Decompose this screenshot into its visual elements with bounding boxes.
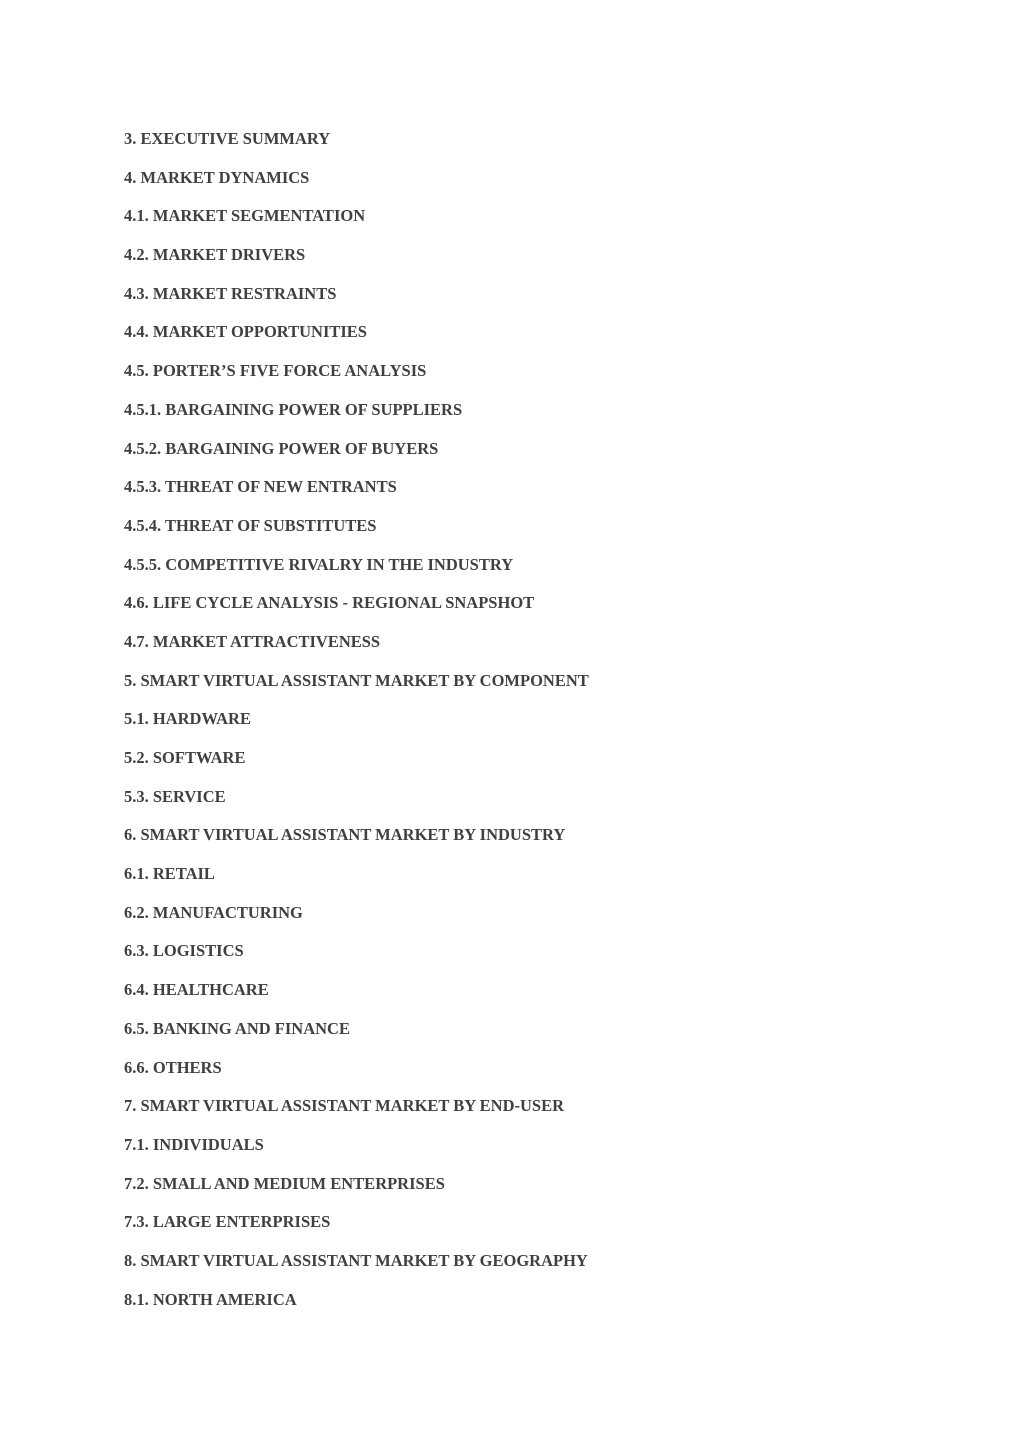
toc-entry: 4.7. MARKET ATTRACTIVENESS (124, 631, 381, 651)
toc-entry: 8. SMART VIRTUAL ASSISTANT MARKET BY GEOGRAPHY (124, 1250, 588, 1270)
toc-entry: 5.2. SOFTWARE (124, 748, 246, 767)
toc-entry: 7.3. LARGE ENTERPRISES (124, 1212, 331, 1232)
toc-entry: 4.5.2. BARGAINING POWER OF BUYERS (124, 438, 439, 458)
toc-entry: 7. SMART VIRTUAL ASSISTANT MARKET BY END-USER (124, 1096, 565, 1116)
toc-entry: 4.5.5. COMPETITIVE RIVALRY IN THE INDUSTRY (124, 554, 514, 574)
toc-entry: 4. MARKET DYNAMICS (124, 167, 310, 187)
toc-entry: 6.5. BANKING AND FINANCE (124, 1018, 350, 1038)
toc-entry: 6. SMART VIRTUAL ASSISTANT MARKET BY INDUSTRY (124, 825, 566, 845)
toc-entry: 4.5.4. THREAT OF SUBSTITUTES (124, 515, 377, 535)
toc-entry: 5. SMART VIRTUAL ASSISTANT MARKET BY COMPONENT (124, 670, 589, 690)
toc-entry: 8.1. NORTH AMERICA (124, 1289, 297, 1309)
toc-entry: 6.2. MANUFACTURING (124, 902, 303, 922)
toc-entry: 4.5. PORTER’S FIVE FORCE ANALYSIS (124, 361, 427, 381)
toc-entry: 4.2. MARKET DRIVERS (124, 245, 306, 265)
toc-entry: 7.1. INDIVIDUALS (124, 1134, 264, 1154)
toc-entry: 4.5.3. THREAT OF NEW ENTRANTS (124, 477, 397, 497)
toc-entry: 6.4. HEALTHCARE (124, 980, 269, 1000)
toc-entry: 7.2. SMALL AND MEDIUM ENTERPRISES (124, 1173, 445, 1193)
toc-entry: 4.6. LIFE CYCLE ANALYSIS - REGIONAL SNAPSHOT (124, 593, 535, 613)
toc-entry: 6.1. RETAIL (124, 864, 215, 884)
toc-entry: 5.1. HARDWARE (124, 709, 251, 729)
table-of-contents (124, 129, 589, 1328)
toc-entry: 4.1. MARKET SEGMENTATION (124, 206, 366, 226)
toc-entry: 4.3. MARKET RESTRAINTS (124, 283, 337, 303)
toc-entry: 5.3. SERVICE (124, 786, 226, 806)
toc-entry: 4.5.1. BARGAINING POWER OF SUPPLIERS (124, 399, 463, 419)
toc-entry: 6.6. OTHERS (124, 1057, 222, 1077)
toc-entry: 4.4. MARKET OPPORTUNITIES (124, 322, 367, 342)
toc-entry: 6.3. LOGISTICS (124, 941, 244, 961)
toc-entry: 3. EXECUTIVE SUMMARY (124, 129, 331, 148)
